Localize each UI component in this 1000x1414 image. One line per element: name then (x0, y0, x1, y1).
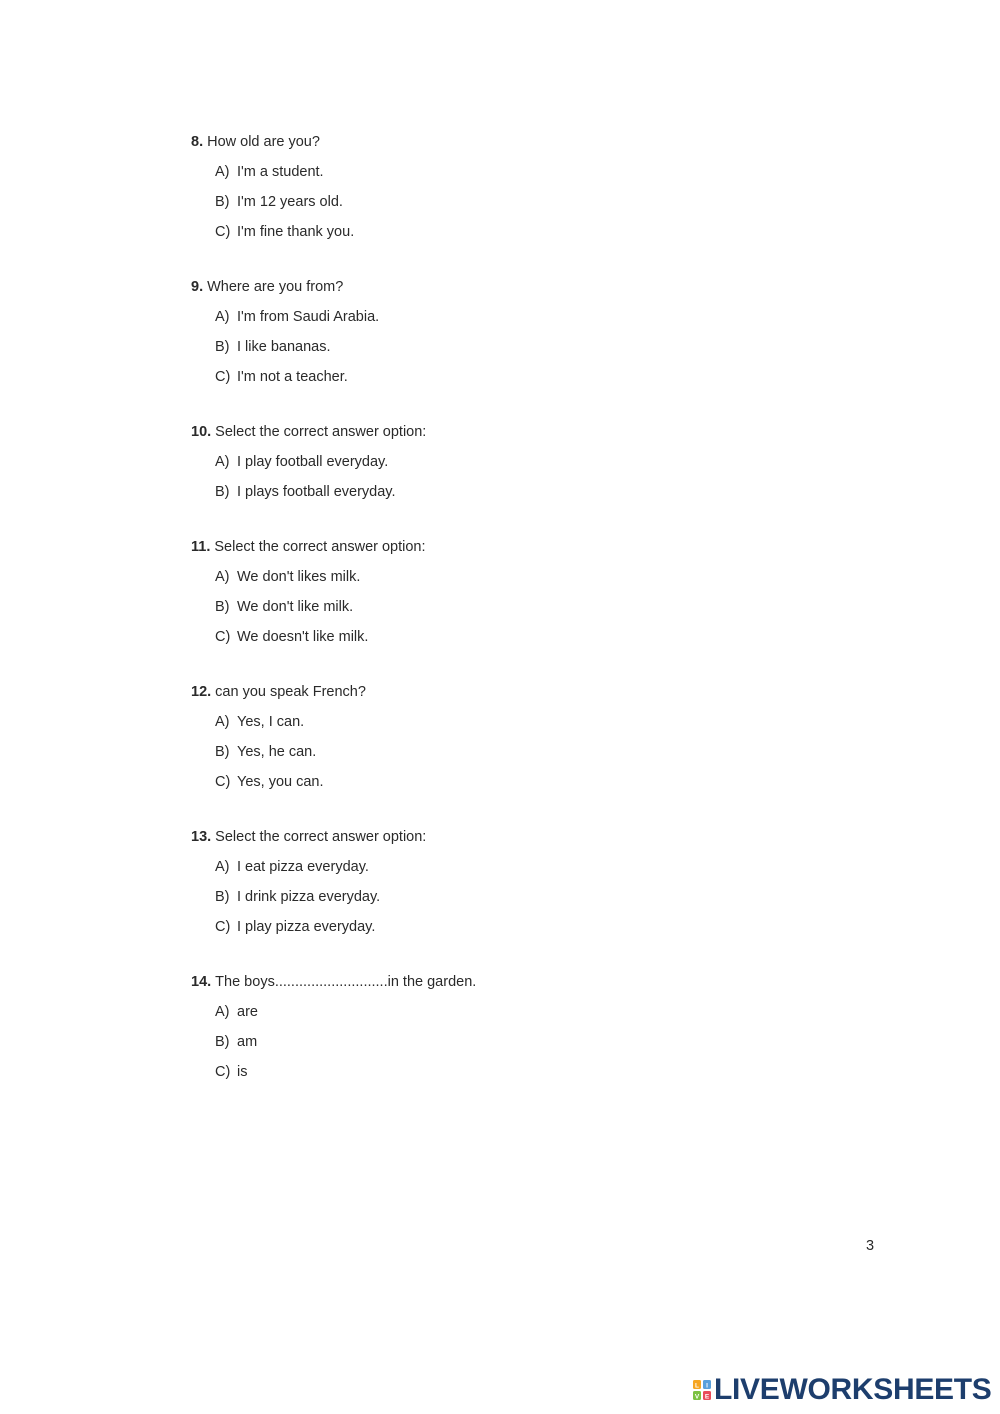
option-letter: C) (215, 919, 231, 935)
svg-text:V: V (694, 1393, 700, 1401)
option-text: I drink pizza everyday. (237, 889, 381, 905)
option-letter: A) (215, 714, 230, 730)
option-letter: A) (215, 164, 230, 180)
option-letter: A) (215, 454, 230, 470)
page-number: 3 (866, 1238, 875, 1254)
option-letter: B) (215, 484, 230, 500)
option-letter: C) (215, 629, 231, 645)
question-text: Select the correct answer option: (214, 539, 426, 555)
option-text: I plays football everyday. (237, 484, 396, 500)
option-letter: C) (215, 774, 231, 790)
question-12 (191, 683, 811, 790)
option-text: Yes, you can. (237, 774, 324, 790)
option-text: We doesn't like milk. (237, 629, 369, 645)
question-heading (191, 828, 811, 846)
option-text: am (237, 1034, 258, 1050)
question-11 (191, 538, 811, 645)
answer-option-c[interactable] (215, 918, 380, 936)
option-text: are (237, 1004, 258, 1020)
question-heading (191, 538, 811, 556)
option-text: I'm from Saudi Arabia. (237, 309, 380, 325)
option-text: I like bananas. (237, 339, 331, 355)
answer-options (215, 568, 368, 658)
option-letter: A) (215, 569, 230, 585)
answer-option-a[interactable] (215, 713, 324, 731)
option-letter: A) (215, 1004, 230, 1020)
svg-text:I: I (706, 1382, 708, 1390)
question-8 (191, 133, 811, 240)
option-letter: C) (215, 224, 231, 240)
answer-option-a[interactable] (215, 453, 396, 471)
answer-option-b[interactable] (215, 483, 396, 501)
option-text: I play pizza everyday. (237, 919, 376, 935)
answer-options (215, 713, 324, 803)
answer-option-a[interactable] (215, 1003, 258, 1021)
question-number: 9. (191, 279, 204, 295)
option-text: I'm not a teacher. (237, 369, 348, 385)
option-text: Yes, I can. (237, 714, 305, 730)
option-letter: A) (215, 309, 230, 325)
question-10 (191, 423, 811, 500)
answer-option-b[interactable] (215, 743, 324, 761)
question-number: 10. (191, 424, 212, 440)
option-letter: C) (215, 369, 231, 385)
question-9 (191, 278, 811, 385)
answer-option-b[interactable] (215, 193, 354, 211)
question-text: Select the correct answer option: (215, 829, 427, 845)
question-heading (191, 133, 811, 151)
answer-option-c[interactable] (215, 368, 379, 386)
question-text: The boys............................in the garden. (215, 974, 477, 990)
option-text: Yes, he can. (237, 744, 317, 760)
answer-option-a[interactable] (215, 163, 354, 181)
answer-option-a[interactable] (215, 858, 380, 876)
option-letter: B) (215, 889, 230, 905)
question-number: 12. (191, 684, 212, 700)
option-text: We don't like milk. (237, 599, 354, 615)
answer-option-c[interactable] (215, 1063, 258, 1081)
option-text: We don't likes milk. (237, 569, 361, 585)
question-number: 11. (191, 539, 211, 555)
option-letter: B) (215, 744, 230, 760)
option-text: I'm 12 years old. (237, 194, 343, 210)
option-text: I'm a student. (237, 164, 324, 180)
question-14 (191, 973, 811, 1080)
question-text: can you speak French? (215, 684, 366, 700)
answer-option-a[interactable] (215, 308, 379, 326)
option-letter: B) (215, 599, 230, 615)
option-letter: A) (215, 859, 230, 875)
svg-text:E: E (704, 1393, 710, 1401)
answer-options (215, 1003, 258, 1093)
question-text: How old are you? (207, 134, 320, 150)
answer-option-c[interactable] (215, 628, 368, 646)
question-text: Select the correct answer option: (215, 424, 427, 440)
answer-option-b[interactable] (215, 888, 380, 906)
question-13 (191, 828, 811, 935)
option-letter: C) (215, 1064, 231, 1080)
option-letter: B) (215, 194, 230, 210)
answer-option-c[interactable] (215, 223, 354, 241)
option-text: is (237, 1064, 248, 1080)
liveworksheets-brand[interactable] (692, 1373, 992, 1407)
question-number: 13. (191, 829, 212, 845)
option-text: I play football everyday. (237, 454, 389, 470)
svg-text:L: L (695, 1382, 699, 1390)
answer-option-b[interactable] (215, 1033, 258, 1051)
question-heading (191, 423, 811, 441)
answer-option-a[interactable] (215, 568, 368, 586)
answer-options (215, 453, 396, 513)
answer-option-b[interactable] (215, 598, 368, 616)
option-letter: B) (215, 339, 230, 355)
answer-options (215, 858, 380, 948)
brand-name: LIVEWORKSHEETS (714, 1373, 992, 1406)
question-text: Where are you from? (207, 279, 344, 295)
answer-option-b[interactable] (215, 338, 379, 356)
answer-options (215, 163, 354, 253)
question-heading (191, 278, 811, 296)
option-letter: B) (215, 1034, 230, 1050)
question-number: 14. (191, 974, 212, 990)
answer-options (215, 308, 379, 398)
option-text: I'm fine thank you. (237, 224, 355, 240)
question-heading (191, 973, 811, 991)
question-number: 8. (191, 134, 204, 150)
question-heading (191, 683, 811, 701)
liveworksheets-logo-icon (692, 1378, 712, 1402)
answer-option-c[interactable] (215, 773, 324, 791)
option-text: I eat pizza everyday. (237, 859, 369, 875)
